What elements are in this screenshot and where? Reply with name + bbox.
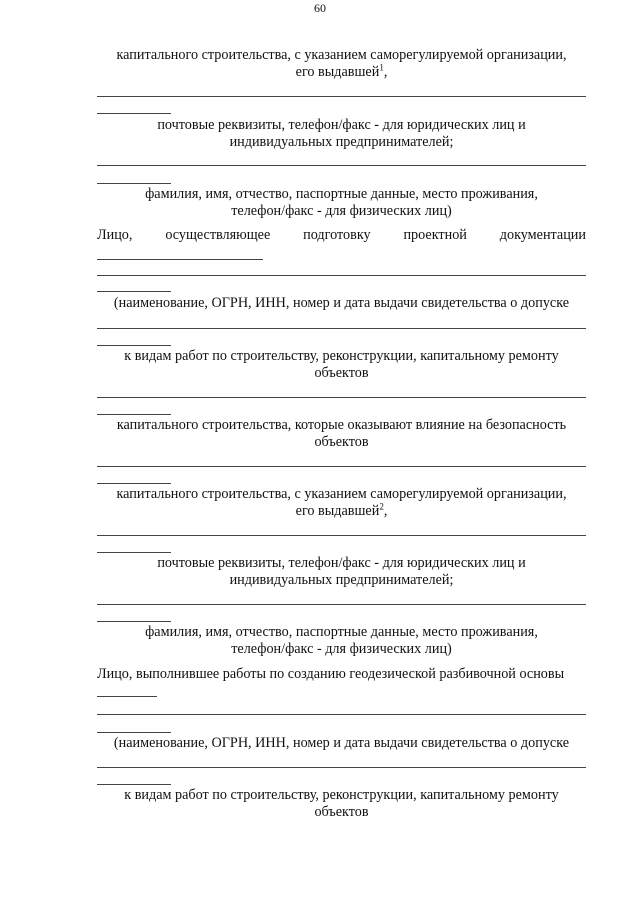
fill-line[interactable] — [97, 466, 586, 467]
page-number: 60 — [314, 1, 326, 15]
fill-line-short[interactable] — [97, 483, 171, 484]
fill-line-short[interactable] — [97, 732, 171, 733]
caption-line: почтовые реквизиты, телефон/факс - для юридических лиц и — [157, 555, 526, 571]
fill-line-short[interactable] — [97, 621, 171, 622]
caption-person-2 — [97, 624, 586, 658]
caption-line: почтовые реквизиты, телефон/факс - для юридических лиц и — [157, 117, 526, 133]
caption-name-ogrn-1 — [97, 295, 586, 312]
fill-line[interactable] — [97, 696, 157, 697]
heading-designer — [97, 227, 586, 244]
caption-line: (наименование, ОГРН, ИНН, номер и дата выдачи свидетельства о допуске — [113, 295, 570, 311]
heading-word: документации — [499, 227, 586, 243]
caption-line: объектов — [314, 804, 369, 820]
caption-line: капитального строительства, которые оказывают влияние на безопасность — [116, 417, 567, 433]
fill-line[interactable] — [97, 714, 586, 715]
caption-postal-1 — [97, 117, 586, 151]
heading-word: Лицо, — [97, 227, 133, 243]
fill-line[interactable] — [97, 96, 586, 97]
caption-line: фамилия, имя, отчество, паспортные данные, место проживания, — [145, 186, 538, 202]
caption-line: телефон/факс - для физических лиц) — [231, 641, 452, 657]
fill-line[interactable] — [97, 165, 586, 166]
caption-postal-2 — [97, 555, 586, 589]
fill-line-short[interactable] — [97, 784, 171, 785]
fill-line-short[interactable] — [97, 345, 171, 346]
caption-line: его выдавшей$^1$, — [295, 62, 388, 80]
fill-line[interactable] — [97, 535, 586, 536]
fill-line[interactable] — [97, 328, 586, 329]
caption-line: индивидуальных предпринимателей; — [229, 572, 454, 588]
fill-line[interactable] — [97, 397, 586, 398]
heading-word: подготовку — [303, 227, 371, 243]
heading-geodesic: Лицо, выполнившее работы по созданию геодезической разбивочной основы — [97, 666, 565, 682]
caption-work-types-2 — [97, 787, 586, 821]
caption-person-1 — [97, 186, 586, 220]
caption-line: фамилия, имя, отчество, паспортные данные, место проживания, — [145, 624, 538, 640]
caption-line: объектов — [314, 365, 369, 381]
caption-line: к видам работ по строительству, реконструкции, капитальному ремонту — [124, 348, 559, 364]
caption-line: телефон/факс - для физических лиц) — [231, 203, 452, 219]
caption-name-ogrn-2 — [97, 735, 586, 752]
heading-word: осуществляющее — [165, 227, 271, 243]
caption-sro-1 — [97, 47, 586, 81]
fill-line-short[interactable] — [97, 113, 171, 114]
fill-line[interactable] — [97, 767, 586, 768]
caption-line: капитального строительства, с указанием саморегулируемой организации, — [116, 47, 567, 63]
caption-line: капитального строительства, с указанием саморегулируемой организации, — [116, 486, 567, 502]
caption-line: объектов — [314, 434, 369, 450]
caption-line: (наименование, ОГРН, ИНН, номер и дата выдачи свидетельства о допуске — [113, 735, 570, 751]
fill-line-short[interactable] — [97, 291, 171, 292]
caption-work-types-1 — [97, 348, 586, 382]
fill-line[interactable] — [97, 604, 586, 605]
caption-safety — [97, 417, 586, 451]
footnote-mark: 1 — [379, 62, 384, 73]
caption-sro-2 — [97, 486, 586, 520]
fill-line-short[interactable] — [97, 552, 171, 553]
fill-line-short[interactable] — [97, 183, 171, 184]
caption-line: индивидуальных предпринимателей; — [229, 134, 454, 150]
caption-line: его выдавшей$^2$, — [295, 501, 388, 519]
caption-line: к видам работ по строительству, реконструкции, капитальному ремонту — [124, 787, 559, 803]
fill-line-short[interactable] — [97, 414, 171, 415]
heading-word: проектной — [403, 227, 467, 243]
fill-line[interactable] — [97, 259, 263, 260]
fill-line[interactable] — [97, 275, 586, 276]
footnote-mark: 2 — [379, 501, 384, 512]
